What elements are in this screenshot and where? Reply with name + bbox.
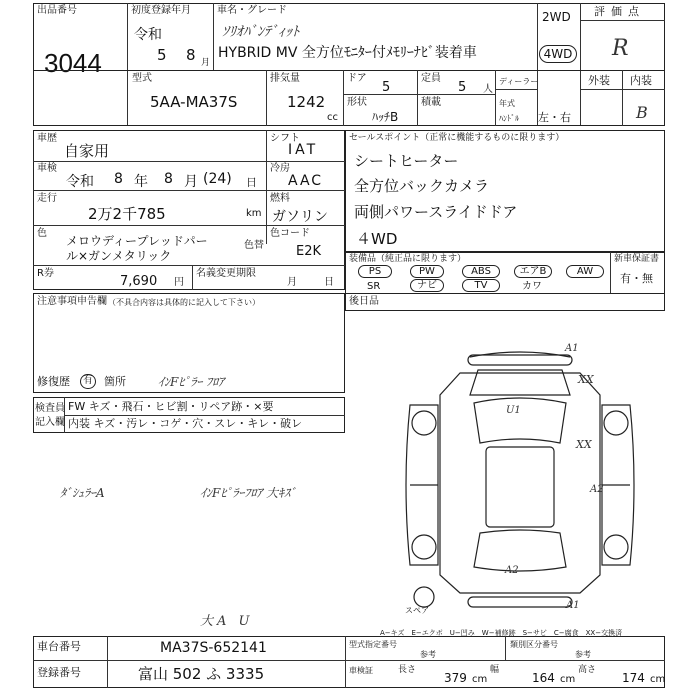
interior-value: B — [636, 103, 648, 122]
spare-label: スペア — [405, 606, 429, 615]
recycle-label: R券 — [37, 268, 54, 279]
back-items-label: 後日品 — [349, 296, 379, 307]
drive-4wd: 4WD — [539, 45, 577, 63]
height-label: 高さ — [578, 665, 597, 675]
class-ref: 参考 — [575, 650, 591, 659]
sales-point-2: 全方位バックカメラ — [354, 177, 490, 195]
mark-side-xx: XX — [576, 438, 592, 451]
name-change-day: 日 — [324, 277, 334, 288]
length-unit: cm — [472, 674, 488, 685]
aircon-label: 冷房 — [270, 163, 290, 174]
equip-airbag: エアB — [514, 265, 552, 278]
capacity-unit: 人 — [483, 84, 493, 95]
equip-sr: SR — [367, 281, 381, 292]
sales-point-1: シートヒーター — [354, 152, 459, 170]
warranty-label: 新車保証書 — [614, 254, 660, 264]
handle-label: ﾊﾝﾄﾞﾙ — [499, 114, 519, 123]
chassis-number: MA37S-652141 — [160, 640, 267, 656]
dealer-label: ディーラー — [499, 77, 539, 86]
aircon: AAC — [288, 173, 324, 189]
model-label: 型式 — [132, 73, 152, 84]
width-value: 164 — [532, 671, 555, 685]
inspection-era: 令和 — [66, 174, 94, 190]
doors-label: ドア — [347, 73, 367, 84]
width-label: 幅 — [490, 665, 500, 675]
color-code-label: 色コード — [270, 228, 310, 239]
inspector-row-2: 内装 キズ・汚レ・コゲ・穴・スレ・キレ・破レ — [68, 417, 303, 430]
inspector-note-3: 大A U — [200, 614, 254, 629]
height-value: 174 — [622, 671, 645, 685]
shift: IAT — [288, 142, 319, 158]
mark-windshield-u1: U1 — [506, 405, 521, 416]
displacement: 1242 — [287, 93, 326, 111]
load-label: 積載 — [421, 97, 441, 108]
repair-has: 有 — [80, 374, 96, 389]
mark-bumper-a1: A1 — [566, 600, 580, 611]
lot-label: 出品番号 — [37, 5, 77, 16]
sales-points-label: セールスポイント（正常に機能するものに限ります） — [349, 133, 565, 143]
rating-value: R — [612, 36, 629, 61]
equip-leather: カワ — [522, 281, 542, 292]
km-unit: km — [246, 208, 262, 219]
inspector-row-1: FW キズ・飛石・ヒビ割・リペア跡・×要 — [68, 400, 274, 413]
name-change-month: 月 — [287, 277, 297, 288]
width-unit: cm — [560, 674, 576, 685]
inspection-month: 8 — [164, 171, 173, 187]
equip-abs: ABS — [462, 265, 500, 278]
handle-choice: 左・右 — [538, 111, 571, 124]
chassis-label: 車台番号 — [37, 640, 81, 653]
color-label: 色 — [37, 228, 47, 239]
inspection-year: 8 — [114, 171, 123, 187]
registration-month-unit: 月 — [201, 58, 211, 68]
length-label: 長さ — [398, 665, 417, 675]
length-value: 379 — [444, 671, 467, 685]
month-unit: 月 — [184, 174, 198, 190]
shift-label: シフト — [270, 133, 300, 144]
lot-number: 3044 — [44, 48, 102, 78]
type-approval-ref: 参考 — [420, 650, 436, 659]
model: 5AA-MA37S — [150, 93, 238, 111]
repair-label: 修復歴 — [37, 375, 70, 388]
fuel: ガソリン — [272, 209, 328, 225]
inspector-label-1: 検査員 — [35, 403, 65, 414]
usage-label: 車歴 — [37, 133, 57, 144]
first-registration-label: 初度登録年月 — [131, 5, 191, 16]
equip-tv: TV — [462, 279, 500, 292]
sales-point-4: ４WD — [356, 230, 398, 248]
shape: ﾊｯﾁB — [372, 110, 399, 124]
caution-label: 注意事項申告欄 — [37, 296, 107, 307]
year-unit: 年 — [134, 174, 148, 190]
cc-unit: cc — [327, 112, 338, 123]
day-unit: 日 — [246, 176, 257, 189]
doors: 5 — [382, 80, 391, 95]
yen-unit: 円 — [174, 277, 184, 288]
registration-era: 令和 — [134, 27, 162, 43]
mark-front-xx: XX — [578, 373, 594, 386]
mark-rear-a2: A2 — [505, 565, 519, 576]
color-line-1: メロウディープレッドパー — [66, 234, 208, 248]
recycle-amount: 7,690 — [120, 274, 158, 289]
equip-ps: PS — [358, 265, 392, 278]
displacement-label: 排気量 — [270, 73, 300, 84]
name-change-label: 名義変更期限 — [196, 268, 256, 279]
equipment-label: 装備品（純正品に限ります） — [349, 254, 467, 264]
mileage-label: 走行 — [37, 193, 57, 204]
car-grade: HYBRID MV 全方位ﾓﾆﾀｰ付ﾒﾓﾘｰﾅﾋﾞ装着車 — [218, 45, 477, 61]
equip-aw: AW — [566, 265, 604, 278]
car-damage-diagram — [400, 335, 640, 620]
height-unit: cm — [650, 674, 666, 685]
class-label: 類別区分番号 — [510, 640, 558, 649]
shape-label: 形状 — [347, 97, 367, 108]
inspection-label: 車検 — [37, 163, 57, 174]
inspector-note-2: ｲﾝFﾋﾟﾗｰﾌﾛｱ 大ｷｽﾞ — [200, 486, 297, 500]
equip-pw: PW — [410, 265, 444, 278]
back-items-block — [345, 293, 665, 311]
repair-place-label: 箇所 — [104, 375, 126, 388]
interior-label: 内装 — [630, 74, 652, 87]
registration-year: 5 — [157, 46, 167, 64]
capacity: 5 — [458, 80, 467, 95]
color-change-label: 色替 — [244, 240, 264, 251]
damage-legend: A−キズ E−エクボ U−凹み W−補修跡 S−サビ C−腐食 XX−交換済 — [380, 629, 623, 637]
sales-point-3: 両側パワースライドドア — [354, 203, 518, 221]
color-line-2: ル×ガンメタリック — [66, 249, 172, 263]
repair-place: ｲﾝFﾋﾟﾗｰ ﾌﾛｱ — [158, 375, 225, 389]
rating-label: 評価点 — [594, 5, 645, 18]
plate-label: 登録番号 — [37, 666, 81, 679]
usage: 自家用 — [64, 142, 110, 160]
mark-right-a2: A2 — [590, 484, 604, 495]
warranty-choice: 有・無 — [620, 272, 653, 285]
model-year-label: 年式 — [499, 99, 515, 108]
caution-sub: （不具合内容は具体的に記入して下さい） — [108, 298, 260, 307]
inspection-day: (24) — [203, 171, 232, 187]
car-name: ｿﾘｵﾊﾞﾝﾃﾞｨｯﾄ — [222, 24, 299, 40]
type-approval-label: 型式指定番号 — [349, 640, 397, 649]
mark-front-a1: A1 — [565, 343, 579, 354]
fuel-label: 燃料 — [270, 193, 290, 204]
measure-label: 車検証 — [349, 666, 373, 675]
registration-month: 8 — [186, 46, 196, 64]
color-code: E2K — [296, 244, 322, 259]
plate-number: 富山 502 ふ 3335 — [138, 665, 265, 683]
equip-navi: ナビ — [410, 279, 444, 292]
inspector-note-1: ﾀﾞｼｭﾗｰA — [60, 486, 105, 500]
drive-2wd: 2WD — [542, 10, 571, 24]
exterior-label: 外装 — [588, 74, 610, 87]
mileage: 2万2千785 — [88, 205, 166, 223]
name-grade-label: 車名・グレード — [217, 5, 287, 16]
capacity-label: 定員 — [421, 73, 441, 84]
inspector-label-2: 記入欄 — [35, 417, 65, 428]
